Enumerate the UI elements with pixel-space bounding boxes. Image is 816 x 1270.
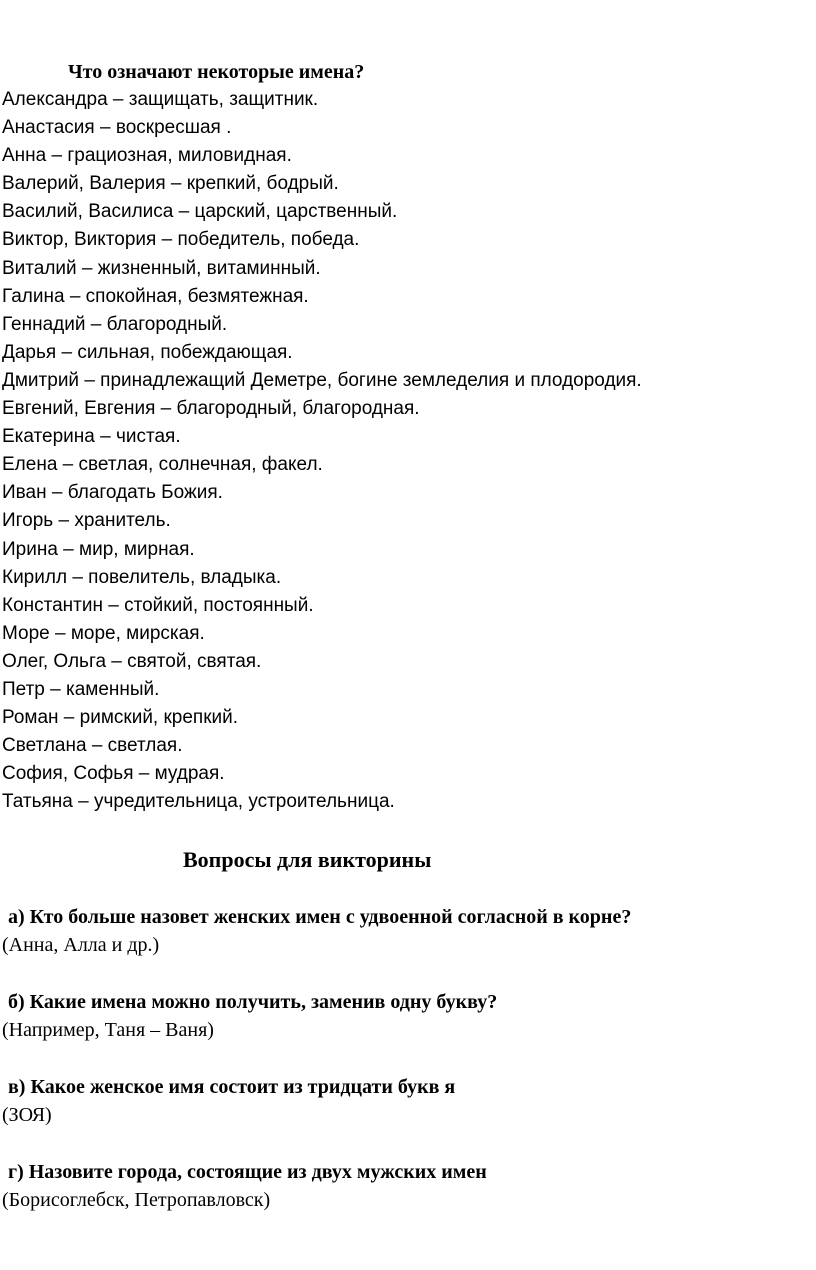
name-meaning-item: Море – море, мирская. <box>2 622 205 644</box>
name-meaning-item: Екатерина – чистая. <box>2 426 181 448</box>
name-meaning-item: Кирилл – повелитель, владыка. <box>2 566 282 588</box>
name-meaning-item: Ирина – мир, мирная. <box>2 538 195 560</box>
name-meaning-item: Дарья – сильная, побеждающая. <box>2 341 293 363</box>
quiz-question-text: б) Какие имена можно получить, заменив одну букву? <box>8 991 498 1013</box>
name-meaning-item: Олег, Ольга – святой, святая. <box>2 650 262 672</box>
quiz-question-block <box>2 1158 814 1214</box>
name-meaning-item: Василий, Василиса – царский, царственный. <box>2 201 398 223</box>
name-meaning-item: Дмитрий – принадлежащий Деметре, богине земледелия и плодородия. <box>2 369 642 391</box>
quiz-section-title: Вопросы для викторины <box>183 847 432 872</box>
name-meaning-item: Виктор, Виктория – победитель, победа. <box>2 229 360 251</box>
name-meaning-item: Игорь – хранитель. <box>2 510 171 532</box>
name-meaning-item: Елена – светлая, солнечная, факел. <box>2 454 323 476</box>
quiz-answer-text: (ЗОЯ) <box>2 1104 52 1126</box>
name-meaning-item: Константин – стойкий, постоянный. <box>2 594 314 616</box>
name-meaning-item: Анастасия – воскресшая . <box>2 117 232 139</box>
quiz-answer-text: (Борисоглебск, Петропавловск) <box>2 1189 271 1211</box>
name-meaning-item: Светлана – светлая. <box>2 735 183 757</box>
quiz-question-text: в) Какое женское имя состоит из тридцати букв я <box>8 1076 456 1098</box>
name-meaning-item: Александра – защищать, защитник. <box>2 89 319 110</box>
quiz-answer-text: (Анна, Алла и др.) <box>2 934 160 956</box>
names-list <box>2 86 642 816</box>
name-meaning-item: Роман – римский, крепкий. <box>2 707 239 729</box>
name-meaning-item: София, Софья – мудрая. <box>2 763 225 785</box>
name-meaning-item: Валерий, Валерия – крепкий, бодрый. <box>2 173 339 195</box>
name-meaning-item: Петр – каменный. <box>2 678 160 700</box>
name-meaning-item: Галина – спокойная, безмятежная. <box>2 285 309 307</box>
quiz-answer-text: (Например, Таня – Ваня) <box>2 1019 214 1041</box>
name-meaning-item: Иван – благодать Божия. <box>2 482 223 504</box>
quiz-question-text: а) Кто больше назовет женских имен с удвоенной согласной в корне? <box>8 906 632 928</box>
name-meaning-item: Анна – грациозная, миловидная. <box>2 145 292 167</box>
quiz-question-text: г) Назовите города, состоящие из двух мужских имен <box>8 1161 487 1183</box>
name-meaning-item: Татьяна – учредительница, устроительница. <box>2 791 395 813</box>
quiz-question-block <box>2 903 814 959</box>
name-meaning-item: Виталий – жизненный, витаминный. <box>2 257 321 279</box>
names-section-title: Что означают некоторые имена? <box>68 61 365 83</box>
quiz-question-block <box>2 988 814 1044</box>
quiz-question-block <box>2 1073 814 1129</box>
name-meaning-item: Геннадий – благородный. <box>2 313 228 335</box>
name-meaning-item: Евгений, Евгения – благородный, благородная. <box>2 398 420 420</box>
